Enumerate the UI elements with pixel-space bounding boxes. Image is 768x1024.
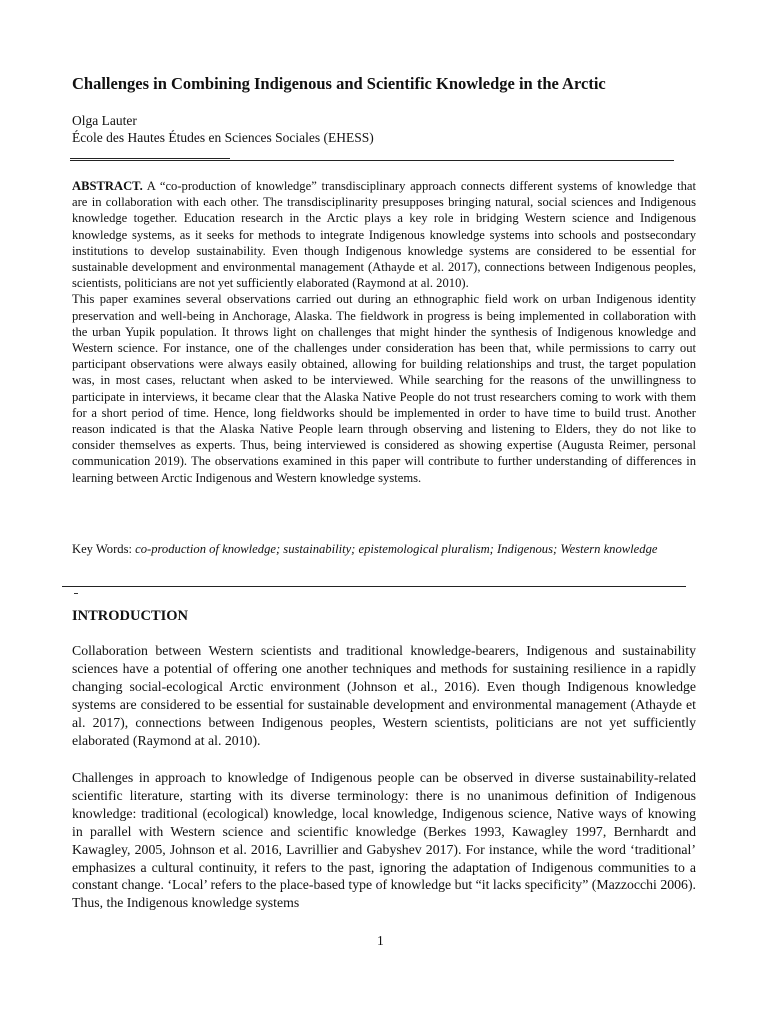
abstract-text-1: A “co-production of knowledge” transdisciplinary approach connects different systems of knowledge that are in collaboration with each other. The transdisciplinarity presupposes bringing natural, social sciences and Indigenous knowledge together. Education research in the Arctic plays a key role in bridging Western science and Indigenous knowledge systems, as it seeks for methods to integrate Indigenous knowledge systems into schools and postsecondary institutions to develop sustainability. Even though Indigenous knowledge systems are considered to be essential for sustainable development and environmental management (Athayde et al. 2017), connections between Indigenous peoples, scientists, politicians are not yet sufficiently elaborated (Raymond at al. 2010). xyxy=(72,179,696,291)
introduction-paragraph-2: Challenges in approach to knowledge of Indigenous people can be observed in diverse sustainability-related scientific literature, starting with its diverse terminology: there is no unanimous definition of Indigenous knowledge: traditional (ecological) knowledge, local knowledge, Indigenous science, Native ways of knowing in parallel with Western science and scientific knowledge (Berkes 1993, Kawagley 1997, Bernhardt and Kawagley, 2005, Johnson et al. 2016, Lavrillier and Gabyshev 2017). For instance, while the word ‘traditional’ emphasizes a cultural continuity, it refers to the past, ignoring the adaptation of Indigenous communities to a constant change. ‘Local’ refers to the place-based type of knowledge but “it lacks specificity” (Mazzocchi 2006). Thus, the Indigenous knowledge systems xyxy=(72,770,696,911)
abstract-paragraph-1 xyxy=(72,178,696,291)
paper-title: Challenges in Combining Indigenous and Scientific Knowledge in the Arctic xyxy=(72,74,606,93)
abstract xyxy=(72,178,696,486)
abstract-paragraph-2: This paper examines several observations carried out during an ethnographic field work on urban Indigenous identity preservation and well-being in Anchorage, Alaska. The fieldwork in progress is being implemented in collaboration with the urban Yupik population. It throws light on challenges that might hinder the synthesis of Indigenous knowledge and Western science. For instance, one of the challenges under consideration has been that, while permissions to carry out participant observations were always easily obtained, allowing for building relationships and trust, the target population was, in most cases, reluctant when asked to be interviewed. While searching for the reasons of the unwillingness to participate in interviews, it became clear that the Alaska Native People do not trust researchers coming to work with them for a short period of time. Hence, long fieldworks should be implemented in order to have time to build trust. Another reason indicated is that the Alaska Native People learn through observing and listening to Elders, they do not like to consider themselves as experts. Thus, being interviewed is considered as showing expertise (Augusta Reimer, personal communication 2019). The observations examined in this paper will contribute to further understanding of differences in learning between Arctic Indigenous and Western knowledge systems. xyxy=(72,292,696,485)
author-block xyxy=(72,112,374,146)
footnote-mark xyxy=(74,593,78,594)
author-affiliation: École des Hautes Études en Sciences Sociales (EHESS) xyxy=(72,130,374,145)
abstract-divider xyxy=(62,586,686,587)
keywords xyxy=(72,541,696,557)
introduction-paragraph-1: Collaboration between Western scientists and traditional knowledge-bearers, Indigenous and sustainability sciences have a potential of offering one another techniques and methods for sustaining resilience in a rapidly changing social-ecological Arctic environment (Johnson et al., 2016). Even though Indigenous knowledge systems are considered to be essential for sustainable development and environmental management (Athayde et al. 2017), connections between Indigenous peoples, Western scientists, politicians are not yet sufficiently elaborated (Raymond at al. 2010). xyxy=(72,643,696,748)
keywords-terms: co-production of knowledge; sustainability; epistemological pluralism; Indigenous; Western knowledge xyxy=(135,542,658,556)
introduction-heading: INTRODUCTION xyxy=(72,608,189,624)
keywords-label: Key Words: xyxy=(72,542,132,556)
page-number: 1 xyxy=(377,933,384,948)
author-name: Olga Lauter xyxy=(72,113,137,128)
abstract-label: ABSTRACT. xyxy=(72,179,143,193)
header-divider xyxy=(70,160,674,161)
header-divider-short xyxy=(70,158,230,159)
